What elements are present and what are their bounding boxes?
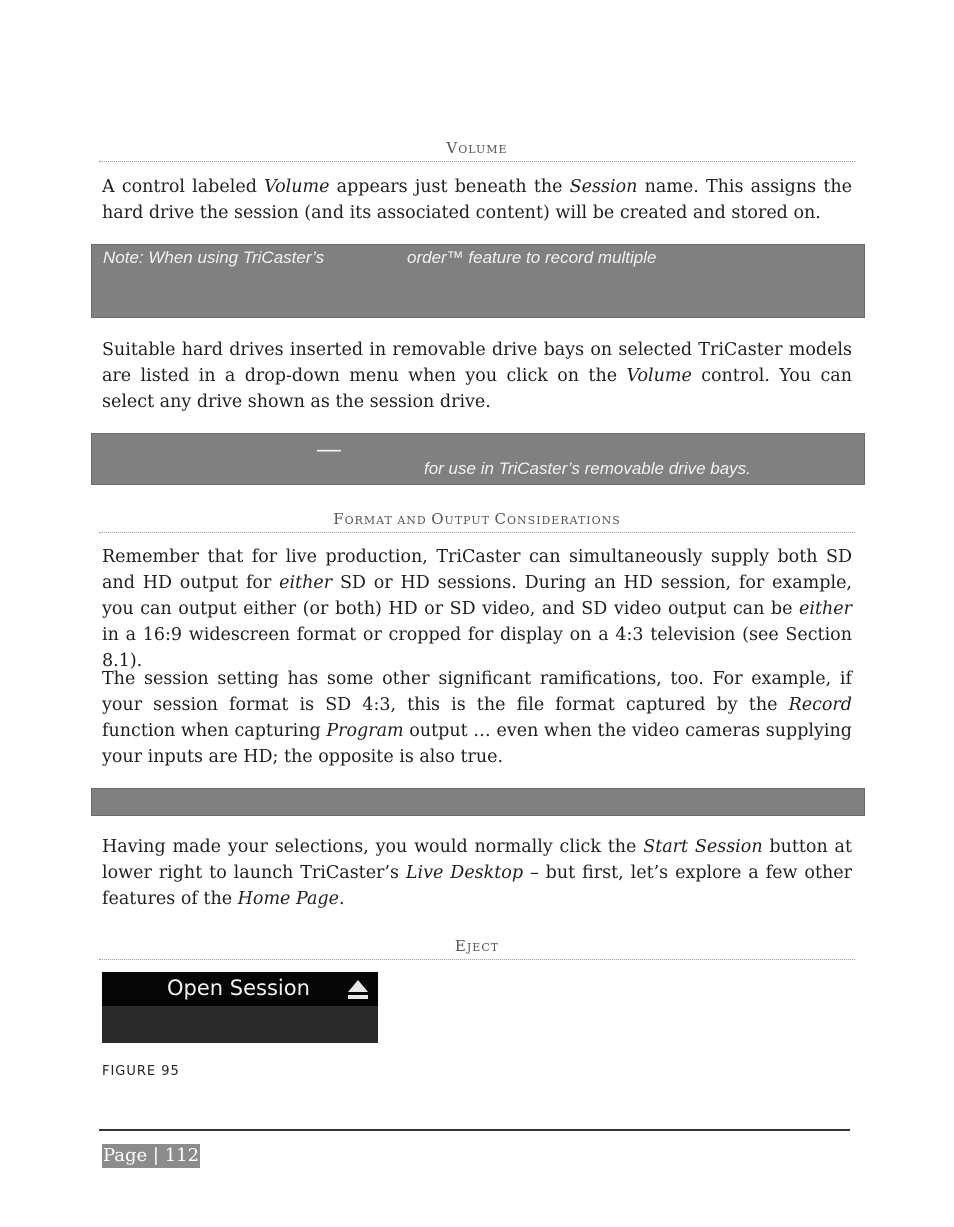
footer-rule	[99, 1129, 850, 1131]
paragraph-session-setting: The session setting has some other significant ramifications, too. For example, if your session format is SD 4:3, this is the file format captured by the Record function when capturing Program output … even when the video cameras supplying your inputs are HD; the opposite is also true.	[102, 669, 852, 767]
section-heading-format: FORMAT AND OUTPUT CONSIDERATIONS	[333, 510, 621, 528]
paragraph-start-session: Having made your selections, you would normally click the Start Session button at lower right to launch TriCaster’s Live Desktop – but first, let’s explore a few other features of the Home Page.	[102, 837, 853, 909]
figure-open-session	[102, 972, 378, 1043]
section-heading-volume: VOLUME	[446, 139, 508, 157]
eject-icon[interactable]	[347, 979, 369, 1000]
open-session-label: Open Session	[167, 976, 310, 1000]
figure-caption: FIGURE 95	[102, 1064, 180, 1079]
section-heading-eject: EJECT	[454, 937, 500, 955]
paragraph-volume: A control labeled Volume appears just beneath the Session name. This assigns the hard drive the session (and its associated content) will be created and stored on.	[102, 177, 852, 223]
heading-rule	[99, 959, 855, 960]
note-box	[91, 788, 865, 816]
page-number: Page | 112	[103, 1145, 200, 1166]
heading-rule	[99, 161, 855, 162]
heading-rule	[99, 532, 855, 533]
note-text: for use in TriCaster’s removable drive bays.	[424, 459, 751, 478]
note-text: order™ feature to record multiple	[407, 248, 657, 267]
note-dash: —	[317, 436, 341, 463]
note-text: Note: When using TriCaster’s	[103, 248, 325, 267]
paragraph-drives: Suitable hard drives inserted in removable drive bays on selected TriCaster models are listed in a drop-down menu when you click on the Volume control. You can select any drive shown as the session drive.	[102, 340, 852, 412]
paragraph-format: Remember that for live production, TriCaster can simultaneously supply both SD and HD output for either SD or HD sessions. During an HD session, for example, you can output either (or both) HD or SD video, and SD video output can be either in a 16:9 widescreen format or cropped for display on a 4:3 television (see Section 8.1).	[102, 547, 852, 671]
note-box	[91, 244, 865, 318]
note-box	[91, 433, 865, 485]
